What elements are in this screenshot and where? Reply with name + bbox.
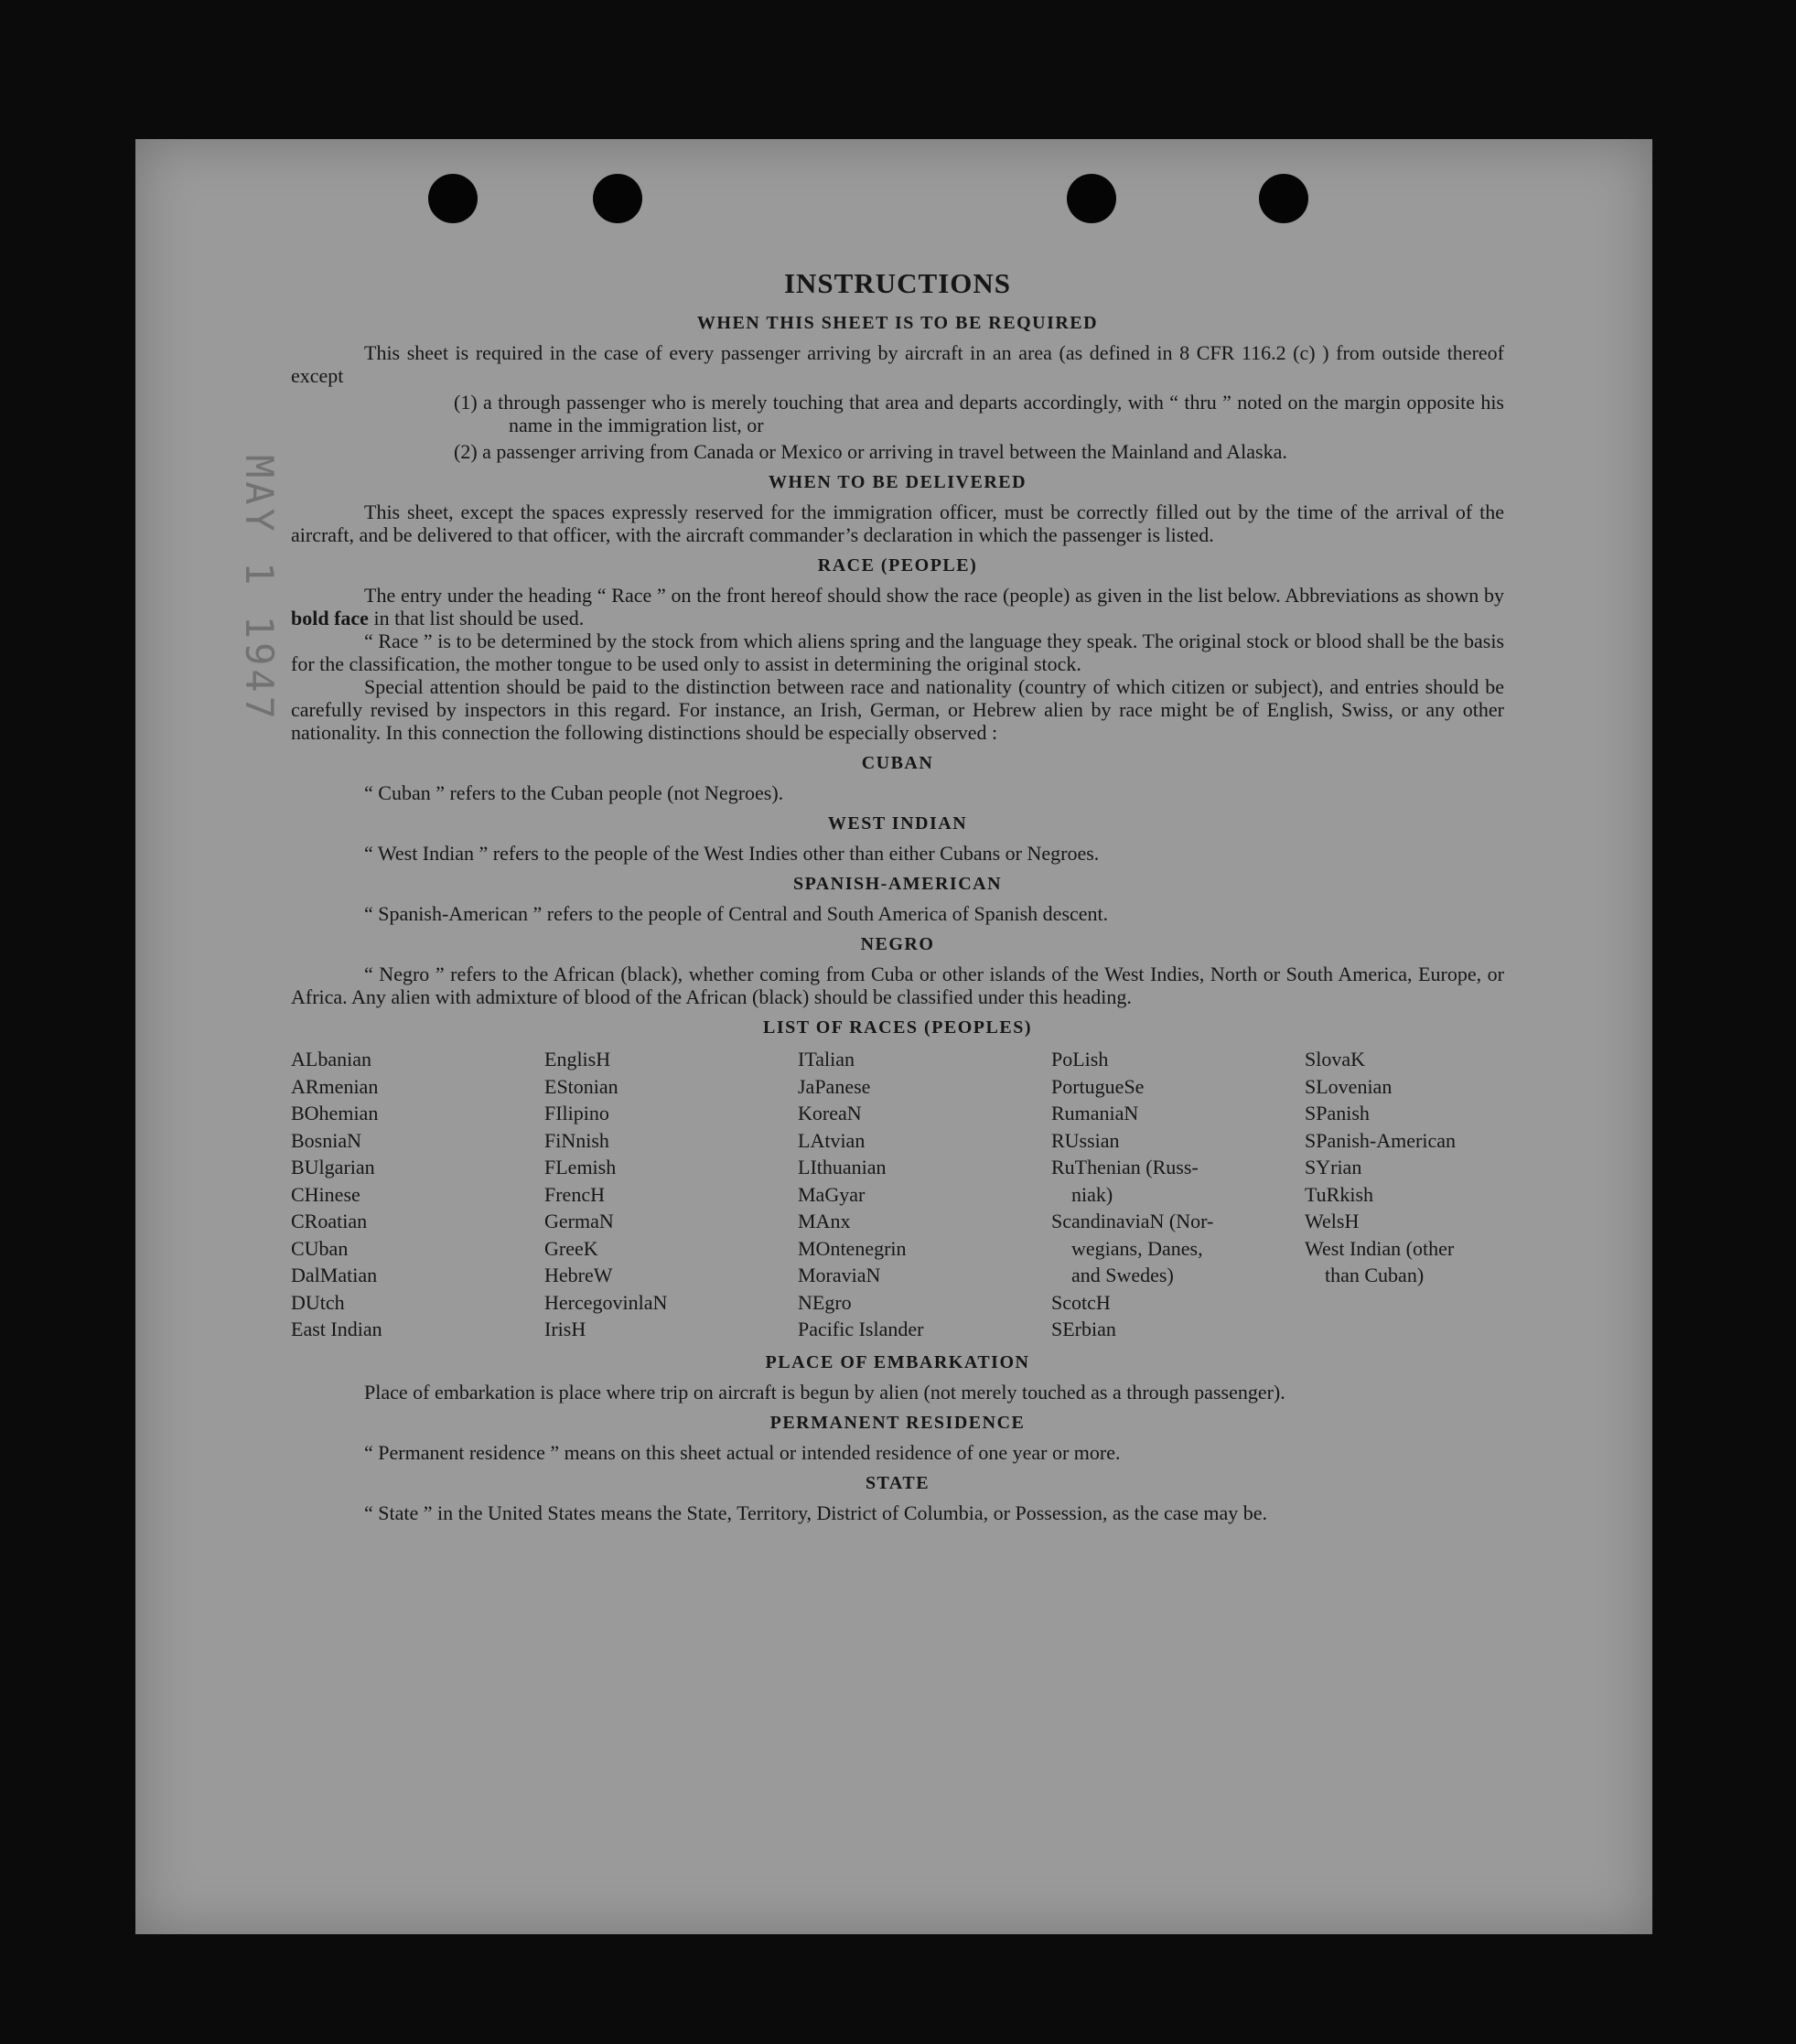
heading-state: STATE (865, 1472, 930, 1493)
race-entry: DUtch (291, 1290, 345, 1314)
race-entry: HercegovinlaN (544, 1290, 668, 1314)
race-entry: MoraviaN (798, 1264, 881, 1286)
instruction-sheet (135, 139, 1652, 1934)
race-entry: ITalian (798, 1048, 855, 1070)
race-entry: TuRkish (1305, 1182, 1374, 1206)
heading-list-of-races: LIST OF RACES (PEOPLES) (762, 1017, 1032, 1038)
race-entry: East Indian (291, 1318, 382, 1340)
date-stamp: MAY 1 1947 (237, 455, 282, 723)
race-entry: NEgro (798, 1290, 852, 1314)
race-entry: GreeK (544, 1236, 598, 1260)
race-entry: SlovaK (1305, 1048, 1365, 1070)
race-entry: MOntenegrin (798, 1236, 907, 1260)
race-entry: ARmenian (291, 1074, 379, 1098)
race-entry: FIlipino (544, 1102, 609, 1124)
race-entry: FLemish (544, 1156, 617, 1178)
race-entry: CHinese (291, 1182, 360, 1206)
embarkation-text: Place of embarkation is place where trip on aircraft is begun by alien (not merely touched as a through passenger). (364, 1380, 1285, 1404)
west-indian-text: “ West Indian ” refers to the people of the West Indies other than either Cubans or Negroes. (364, 842, 1100, 865)
delivered-text: This sheet, except the spaces expressly reserved for the immigration officer, must be correctly filled out by the time of the arrival of the aircraft, and be delivered to that officer, with the aircraft commander’s declaration in which the passenger is listed. (291, 500, 1504, 546)
race-entry: wegians, Danes, (1071, 1236, 1203, 1260)
spanish-american-text: “ Spanish-American ” refers to the people of Central and South America of Spanish descent. (364, 902, 1109, 925)
punch-hole-1 (428, 174, 478, 223)
heading-west-indian: WEST INDIAN (827, 813, 968, 834)
races-column-5 (1305, 1046, 1504, 1343)
race-entry: ScotcH (1051, 1290, 1111, 1314)
race-entry: ScandinaviaN (Nor- (1051, 1210, 1214, 1232)
race-entry: RUssian (1051, 1128, 1120, 1152)
race-entry: MaGyar (798, 1182, 866, 1206)
race-entry: BosniaN (291, 1128, 361, 1152)
race-entry: FrencH (544, 1182, 605, 1206)
race-entry: RuThenian (Russ- (1051, 1156, 1199, 1178)
race-entry: SYrian (1305, 1156, 1362, 1178)
race-entry: SPanish-American (1305, 1128, 1456, 1152)
heading-embarkation: PLACE OF EMBARKATION (765, 1351, 1030, 1372)
races-column-1 (291, 1046, 544, 1343)
race-entry: CUban (291, 1236, 349, 1260)
race-paragraph-1: The entry under the heading “ Race ” on the front hereof should show the race (people) as given in the list below. Abbreviations as shown by bold face in that list should be used. (291, 584, 1504, 629)
race-entry: than Cuban) (1325, 1264, 1425, 1286)
race-entry: RumaniaN (1051, 1102, 1139, 1124)
punch-hole-3 (1067, 174, 1116, 223)
required-item-2: (2) a passenger arriving from Canada or Mexico or arriving in travel between the Mainland and Alaska. (454, 440, 1287, 463)
cuban-text: “ Cuban ” refers to the Cuban people (not Negroes). (364, 781, 784, 804)
heading-race: RACE (PEOPLE) (817, 555, 978, 576)
negro-text: “ Negro ” refers to the African (black), whether coming from Cuba or other islands of the West Indies, North or South America, Europe, or Africa. Any alien with admixture of blood of the African (black) should be classified under this heading. (291, 963, 1504, 1008)
race-entry: ALbanian (291, 1048, 371, 1070)
race-entry: LIthuanian (798, 1156, 887, 1178)
heading-spanish-american: SPANISH-AMERICAN (792, 874, 1003, 894)
race-paragraph-3: Special attention should be paid to the distinction between race and nationality (country of which citizen or subject), and entries should be carefully revised by inspectors in this regard. For instance, an Irish, German, or Hebrew alien by race might be of English, Swiss, or any other nationality. In this connection the following distinctions should be especially observed : (291, 675, 1504, 744)
heading-residence: PERMANENT RESIDENCE (769, 1412, 1026, 1433)
races-column-3 (798, 1046, 1051, 1343)
race-entry: and Swedes) (1071, 1264, 1174, 1286)
instructions-content (291, 267, 1504, 1524)
race-entry: DalMatian (291, 1264, 378, 1286)
race-entry: LAtvian (798, 1128, 866, 1152)
race-entry: Pacific Islander (798, 1318, 924, 1340)
race-entry: EStonian (544, 1074, 618, 1098)
race-entry: KoreaN (798, 1102, 862, 1124)
punch-hole-4 (1259, 174, 1308, 223)
races-column-4 (1051, 1046, 1305, 1343)
heading-required: WHEN THIS SHEET IS TO BE REQUIRED (696, 313, 1099, 333)
race-entry: CRoatian (291, 1210, 368, 1232)
required-item-1: (1) a through passenger who is merely touching that area and departs accordingly, with “ thru ” noted on the margin opposite his name in the immigration list, or (454, 391, 1504, 436)
race-entry: SLovenian (1305, 1074, 1393, 1098)
races-column-2 (544, 1046, 798, 1343)
required-intro: This sheet is required in the case of every passenger arriving by aircraft in an area (as defined in 8 CFR 116.2 (c) ) from outside thereof except (291, 341, 1504, 387)
race-entry: niak) (1071, 1182, 1113, 1206)
state-text: “ State ” in the United States means the State, Territory, District of Columbia, or Possession, as the case may be. (364, 1501, 1268, 1524)
race-entry: BOhemian (291, 1102, 379, 1124)
heading-negro: NEGRO (860, 934, 935, 954)
race-entry: EnglisH (544, 1048, 611, 1070)
race-entry: FiNnish (544, 1128, 609, 1152)
race-entry: JaPanese (798, 1074, 871, 1098)
race-entry: SPanish (1305, 1102, 1370, 1124)
race-entry: BUlgarian (291, 1156, 375, 1178)
race-paragraph-2: “ Race ” is to be determined by the stock from which aliens spring and the language they speak. The original stock or blood shall be the basis for the classification, the mother tongue to be used only to assist in determining the original stock. (291, 629, 1504, 675)
page-title: INSTRUCTIONS (783, 267, 1011, 299)
race-entry: West Indian (other (1305, 1236, 1455, 1260)
heading-delivered: WHEN TO BE DELIVERED (768, 472, 1027, 492)
race-entry: SErbian (1051, 1318, 1116, 1340)
race-entry: WelsH (1305, 1210, 1360, 1232)
residence-text: “ Permanent residence ” means on this sheet actual or intended residence of one year or more. (364, 1440, 1121, 1464)
race-entry: PoLish (1051, 1048, 1109, 1070)
punch-hole-2 (593, 174, 642, 223)
race-entry: PortugueSe (1051, 1074, 1145, 1098)
race-entry: GermaN (544, 1210, 614, 1232)
race-entry: MAnx (798, 1210, 851, 1232)
race-entry: IrisH (544, 1318, 586, 1340)
race-entry: HebreW (544, 1264, 613, 1286)
races-list (291, 1046, 1504, 1343)
heading-cuban: CUBAN (861, 753, 934, 773)
